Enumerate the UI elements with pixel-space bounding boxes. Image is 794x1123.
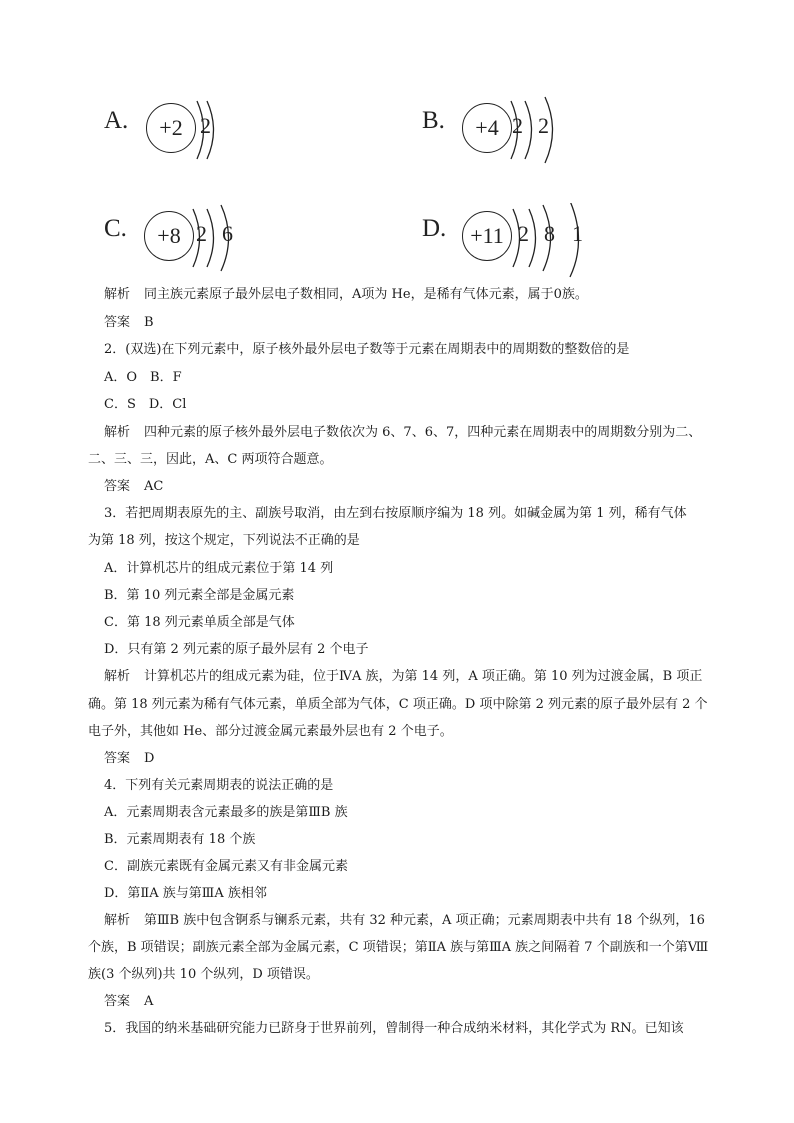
shell-d-2: 8 xyxy=(544,221,555,246)
option-d-letter: D. xyxy=(422,215,447,242)
option-c-diagram xyxy=(104,203,254,273)
option-b-letter: B. xyxy=(422,107,445,134)
q4-option-b: B．元素周期表有 18 个族 xyxy=(104,832,256,847)
q3-stem-line1: 3．若把周期表原先的主、副族号取消，由左到右按原顺序编为 18 列。如碱金属为第 1 列，稀有气体 xyxy=(104,506,687,521)
q2-options-line1: A．O B．F xyxy=(104,370,182,385)
answer-label: 答案 xyxy=(104,994,131,1009)
shell-arc-icon xyxy=(218,203,238,273)
q4-analysis-line2: 个族，B 项错误；副族元素全部为金属元素，C 项错误；第ⅡA 族与第ⅢA 族之间隔着 7 个副族和一个第Ⅷ xyxy=(88,940,709,955)
q4-option-d: D．第ⅡA 族与第ⅢA 族相邻 xyxy=(104,886,267,901)
q2-stem: 2．(双选)在下列元素中，原子核外最外层电子数等于元素在周期表中的周期数的整数倍的是 xyxy=(104,342,630,357)
q3-option-d: D．只有第 2 列元素的原子最外层有 2 个电子 xyxy=(104,642,369,657)
shell-arc-icon xyxy=(567,203,589,279)
analysis-text: 计算机芯片的组成元素为硅，位于ⅣA 族，为第 14 列，A 项正确。第 10 列为过渡金属，B 项正 xyxy=(144,669,703,684)
q4-analysis-line1 xyxy=(104,912,705,930)
shell-a-1: 2 xyxy=(200,113,211,138)
q2-analysis-line2: 二、三、三，因此，A、C 两项符合题意。 xyxy=(88,452,333,467)
shell-arc-icon xyxy=(540,203,560,273)
q4-analysis-line3: 族(3 个纵列)共 10 个纵列，D 项错误。 xyxy=(88,967,319,982)
option-d-diagram xyxy=(422,203,602,273)
option-a-letter: A. xyxy=(104,107,129,134)
q3-option-b: B．第 10 列元素全部是金属元素 xyxy=(104,588,295,603)
q4-stem: 4．下列有关元素周期表的说法正确的是 xyxy=(104,778,334,793)
analysis-text: 同主族元素原子最外层电子数相同，A项为 He，是稀有气体元素，属于0族。 xyxy=(144,287,588,302)
shell-d-1: 2 xyxy=(518,221,529,246)
answer-text: B xyxy=(144,315,154,330)
nucleus-d: +11 xyxy=(462,211,512,261)
answer-text: A xyxy=(144,994,154,1009)
shell-arc-icon xyxy=(542,95,562,165)
nucleus-c: +8 xyxy=(144,211,194,261)
nucleus-a: +2 xyxy=(146,103,196,153)
answer-text: AC xyxy=(144,479,164,494)
q3-analysis-line1 xyxy=(104,668,702,686)
shell-c-2: 6 xyxy=(222,221,233,246)
analysis-label: 解析 xyxy=(104,425,131,440)
q2-options-line2: C．S D．Cl xyxy=(104,397,187,412)
shell-d-3: 1 xyxy=(572,221,583,246)
q4-option-a: A．元素周期表含元素最多的族是第ⅢB 族 xyxy=(104,805,348,820)
analysis-label: 解析 xyxy=(104,287,131,302)
q3-option-c: C．第 18 列元素单质全部是气体 xyxy=(104,615,295,630)
q3-analysis-line3: 电子外，其他如 He、部分过渡金属元素最外层也有 2 个电子。 xyxy=(88,724,453,739)
option-a-diagram xyxy=(104,95,224,165)
answer-label: 答案 xyxy=(104,479,131,494)
q2-answer xyxy=(104,478,163,496)
q4-answer xyxy=(104,993,153,1011)
analysis-text: 第ⅢB 族中包含锕系与镧系元素，共有 32 种元素，A 项正确；元素周期表中共有 18 个纵列，16 xyxy=(144,913,705,928)
option-b-diagram xyxy=(422,95,572,165)
nucleus-b: +4 xyxy=(462,103,512,153)
shell-b-2: 2 xyxy=(538,113,549,138)
analysis-text: 四种元素的原子核外最外层电子数依次为 6、7、6、7，四种元素在周期表中的周期数分别为二、 xyxy=(144,425,702,440)
q3-answer xyxy=(104,750,154,768)
shell-b-1: 2 xyxy=(512,113,523,138)
shell-c-1: 2 xyxy=(196,221,207,246)
analysis-label: 解析 xyxy=(104,669,131,684)
option-c-letter: C. xyxy=(104,215,127,242)
answer-text: D xyxy=(144,751,155,766)
answer-label: 答案 xyxy=(104,315,131,330)
q2-analysis-line1 xyxy=(104,424,701,442)
q4-option-c: C．副族元素既有金属元素又有非金属元素 xyxy=(104,859,348,874)
q1-analysis xyxy=(104,286,588,304)
q1-answer xyxy=(104,314,154,332)
q3-stem-line2: 为第 18 列，按这个规定，下列说法不正确的是 xyxy=(88,533,360,548)
shell-arc-icon xyxy=(204,95,224,165)
answer-label: 答案 xyxy=(104,751,131,766)
q3-analysis-line2: 确。第 18 列元素为稀有气体元素，单质全部为气体，C 项正确。D 项中除第 2 列元素的原子最外层有 2 个 xyxy=(88,697,708,712)
q3-option-a: A．计算机芯片的组成元素位于第 14 列 xyxy=(104,561,334,576)
analysis-label: 解析 xyxy=(104,913,131,928)
q5-stem: 5．我国的纳米基础研究能力已跻身于世界前列，曾制得一种合成纳米材料，其化学式为 RN。已知该 xyxy=(104,1021,684,1036)
